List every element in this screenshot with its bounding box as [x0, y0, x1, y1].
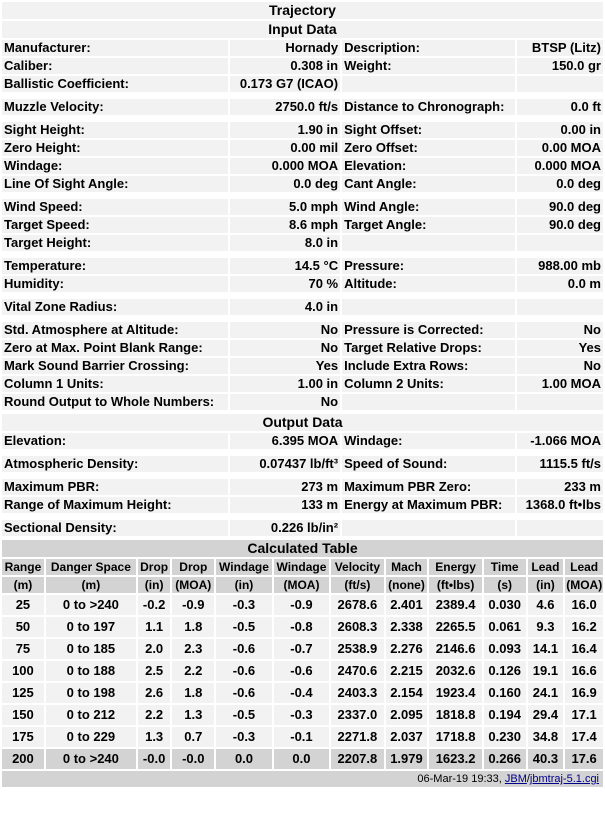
input-label: Elevation:	[342, 158, 515, 174]
input-label: Std. Atmosphere at Altitude:	[2, 322, 228, 338]
input-label: Zero at Max. Point Blank Range:	[2, 340, 228, 356]
table-cell: 2.276	[386, 639, 428, 659]
column-units-row	[2, 577, 603, 593]
input-label	[342, 299, 515, 315]
table-cell: 14.1	[528, 639, 564, 659]
table-cell: 1818.8	[429, 705, 481, 725]
table-cell: 2.6	[138, 683, 170, 703]
input-row	[2, 376, 603, 392]
table-cell: 2265.5	[429, 617, 481, 637]
page-title: Trajectory	[2, 2, 603, 19]
table-cell: -0.4	[274, 683, 329, 703]
input-value: 0.000 MOA	[517, 158, 603, 174]
column-header: Range	[2, 559, 44, 575]
table-cell: 1.8	[172, 683, 214, 703]
output-value: 6.395 MOA	[230, 433, 340, 449]
table-cell: 0 to 212	[46, 705, 136, 725]
input-group-spacer	[2, 194, 603, 197]
table-cell: 40.3	[528, 749, 564, 769]
table-cell: 2.338	[386, 617, 428, 637]
table-cell: 0.0	[216, 749, 271, 769]
input-value: 8.0 in	[230, 235, 340, 251]
input-value: No	[517, 358, 603, 374]
table-cell: 2.037	[386, 727, 428, 747]
table-cell: 4.6	[528, 595, 564, 615]
table-cell: 2389.4	[429, 595, 481, 615]
output-label: Speed of Sound:	[342, 456, 515, 472]
output-row	[2, 479, 603, 495]
table-cell: 0 to >240	[46, 749, 136, 769]
column-header: Velocity	[331, 559, 383, 575]
column-unit: (m)	[46, 577, 136, 593]
output-data-header: Output Data	[2, 414, 603, 431]
input-label: Round Output to Whole Numbers:	[2, 394, 228, 410]
output-group-spacer	[2, 451, 603, 454]
table-cell: 0.7	[172, 727, 214, 747]
input-row	[2, 276, 603, 292]
table-cell: 2271.8	[331, 727, 383, 747]
input-value: 8.6 mph	[230, 217, 340, 233]
input-row	[2, 158, 603, 174]
table-cell: 1.3	[138, 727, 170, 747]
table-cell: 2032.6	[429, 661, 481, 681]
input-value: 0.00 MOA	[517, 140, 603, 156]
table-cell: -0.9	[172, 595, 214, 615]
table-cell: 2337.0	[331, 705, 383, 725]
input-label: Manufacturer:	[2, 40, 228, 56]
table-cell: -0.3	[216, 595, 271, 615]
input-value	[517, 394, 603, 410]
table-cell: -0.6	[216, 683, 271, 703]
input-value: 150.0 gr	[517, 58, 603, 74]
input-value	[517, 235, 603, 251]
table-cell: -0.6	[274, 661, 329, 681]
table-cell: 0.230	[484, 727, 526, 747]
table-cell: -0.6	[216, 661, 271, 681]
column-header: Drop	[172, 559, 214, 575]
column-header: Windage	[274, 559, 329, 575]
input-value: Hornady	[230, 40, 340, 56]
input-row	[2, 235, 603, 251]
table-cell: -0.3	[216, 727, 271, 747]
input-value: Yes	[517, 340, 603, 356]
table-cell: 9.3	[528, 617, 564, 637]
table-cell: 0.194	[484, 705, 526, 725]
output-label: Maximum PBR:	[2, 479, 228, 495]
table-cell: 125	[2, 683, 44, 703]
table-row	[2, 705, 603, 725]
table-cell: 1718.8	[429, 727, 481, 747]
table-cell: 1.8	[172, 617, 214, 637]
table-cell: 2.401	[386, 595, 428, 615]
input-label: Caliber:	[2, 58, 228, 74]
output-label: Windage:	[342, 433, 515, 449]
input-label: Muzzle Velocity:	[2, 99, 228, 115]
input-value: 988.00 mb	[517, 258, 603, 274]
table-cell: 19.1	[528, 661, 564, 681]
input-value: No	[230, 394, 340, 410]
column-header: Lead	[565, 559, 603, 575]
input-row	[2, 140, 603, 156]
input-label: Windage:	[2, 158, 228, 174]
input-value: 0.0 m	[517, 276, 603, 292]
table-cell: 0 to 185	[46, 639, 136, 659]
input-label	[342, 76, 515, 92]
table-cell: 17.1	[565, 705, 603, 725]
input-label: Column 2 Units:	[342, 376, 515, 392]
column-header: Drop	[138, 559, 170, 575]
input-label: Mark Sound Barrier Crossing:	[2, 358, 228, 374]
table-cell: 16.2	[565, 617, 603, 637]
table-row	[2, 617, 603, 637]
input-label: Line Of Sight Angle:	[2, 176, 228, 192]
column-unit: (m)	[2, 577, 44, 593]
table-cell: -0.8	[274, 617, 329, 637]
input-row	[2, 299, 603, 315]
input-row	[2, 176, 603, 192]
input-value: 0.308 in	[230, 58, 340, 74]
input-group-spacer	[2, 294, 603, 297]
input-value: 2750.0 ft/s	[230, 99, 340, 115]
input-row	[2, 122, 603, 138]
table-cell: -0.0	[138, 749, 170, 769]
input-value: 0.173 G7 (ICAO)	[230, 76, 340, 92]
table-cell: 1923.4	[429, 683, 481, 703]
table-cell: 175	[2, 727, 44, 747]
input-label: Pressure:	[342, 258, 515, 274]
input-value: 1.00 in	[230, 376, 340, 392]
input-row	[2, 40, 603, 56]
output-row	[2, 497, 603, 513]
column-header: Windage	[216, 559, 271, 575]
output-label: Atmospheric Density:	[2, 456, 228, 472]
table-cell: 29.4	[528, 705, 564, 725]
input-label: Sight Height:	[2, 122, 228, 138]
output-row	[2, 433, 603, 449]
table-cell: -0.6	[216, 639, 271, 659]
input-label: Target Height:	[2, 235, 228, 251]
table-cell: 0.093	[484, 639, 526, 659]
table-cell: 2.2	[172, 661, 214, 681]
table-cell: 75	[2, 639, 44, 659]
input-label: Target Angle:	[342, 217, 515, 233]
input-value: 0.00 in	[517, 122, 603, 138]
table-cell: 2.5	[138, 661, 170, 681]
input-value: 0.0 ft	[517, 99, 603, 115]
table-cell: 1.3	[172, 705, 214, 725]
column-unit: (MOA)	[274, 577, 329, 593]
table-cell: 0.160	[484, 683, 526, 703]
table-cell: 2207.8	[331, 749, 383, 769]
column-header: Energy	[429, 559, 481, 575]
output-label: Elevation:	[2, 433, 228, 449]
input-group-spacer	[2, 117, 603, 120]
input-label: Target Relative Drops:	[342, 340, 515, 356]
column-unit: (none)	[386, 577, 428, 593]
input-group-spacer	[2, 317, 603, 320]
table-cell: 16.6	[565, 661, 603, 681]
column-unit: (ft•lbs)	[429, 577, 481, 593]
footer	[2, 771, 603, 787]
table-row	[2, 683, 603, 703]
input-label: Include Extra Rows:	[342, 358, 515, 374]
output-value: 0.226 lb/in²	[230, 520, 340, 536]
jbmtraj-link[interactable]: jbmtraj-5.1.cgi	[529, 773, 599, 785]
table-cell: 17.6	[565, 749, 603, 769]
output-table	[0, 412, 605, 538]
input-label: Vital Zone Radius:	[2, 299, 228, 315]
table-cell: 2.095	[386, 705, 428, 725]
footer-separator: /	[526, 773, 530, 785]
input-value: 14.5 °C	[230, 258, 340, 274]
input-value	[517, 299, 603, 315]
column-unit: (MOA)	[172, 577, 214, 593]
table-cell: 150	[2, 705, 44, 725]
output-label: Range of Maximum Height:	[2, 497, 228, 513]
input-label: Altitude:	[342, 276, 515, 292]
input-row	[2, 394, 603, 410]
output-value: 233 m	[517, 479, 603, 495]
table-cell: -0.0	[172, 749, 214, 769]
table-cell: 0 to 198	[46, 683, 136, 703]
input-value: 90.0 deg	[517, 199, 603, 215]
input-value: Yes	[230, 358, 340, 374]
input-value: 1.90 in	[230, 122, 340, 138]
input-label: Cant Angle:	[342, 176, 515, 192]
output-row	[2, 456, 603, 472]
table-cell: 16.0	[565, 595, 603, 615]
output-value: 273 m	[230, 479, 340, 495]
input-value: No	[230, 322, 340, 338]
table-cell: -0.2	[138, 595, 170, 615]
table-cell: 0.030	[484, 595, 526, 615]
input-label: Weight:	[342, 58, 515, 74]
table-cell: 2.215	[386, 661, 428, 681]
output-value: 0.07437 lb/ft³	[230, 456, 340, 472]
output-value: 1368.0 ft•lbs	[517, 497, 603, 513]
table-cell: 17.4	[565, 727, 603, 747]
input-value: 1.00 MOA	[517, 376, 603, 392]
table-cell: -0.5	[216, 617, 271, 637]
output-label: Sectional Density:	[2, 520, 228, 536]
table-cell: 16.4	[565, 639, 603, 659]
output-label	[342, 520, 515, 536]
table-cell: 16.9	[565, 683, 603, 703]
input-row	[2, 358, 603, 374]
table-cell: 2470.6	[331, 661, 383, 681]
input-label: Distance to Chronograph:	[342, 99, 515, 115]
output-label: Energy at Maximum PBR:	[342, 497, 515, 513]
input-group-spacer	[2, 94, 603, 97]
input-label: Wind Angle:	[342, 199, 515, 215]
column-header: Time	[484, 559, 526, 575]
output-value	[517, 520, 603, 536]
column-unit: (in)	[528, 577, 564, 593]
input-row	[2, 99, 603, 115]
table-cell: 1.1	[138, 617, 170, 637]
input-value: 0.000 MOA	[230, 158, 340, 174]
input-value: 5.0 mph	[230, 199, 340, 215]
calculated-table	[0, 538, 605, 771]
input-label: Zero Offset:	[342, 140, 515, 156]
table-cell: -0.3	[274, 705, 329, 725]
input-label: Wind Speed:	[2, 199, 228, 215]
table-cell: 0 to 188	[46, 661, 136, 681]
table-cell: 200	[2, 749, 44, 769]
table-cell: 2.0	[138, 639, 170, 659]
table-cell: -0.1	[274, 727, 329, 747]
input-value	[517, 76, 603, 92]
table-cell: 2608.3	[331, 617, 383, 637]
output-value: -1.066 MOA	[517, 433, 603, 449]
table-cell: -0.5	[216, 705, 271, 725]
jbm-link[interactable]: JBM	[504, 773, 527, 785]
column-unit: (MOA)	[566, 578, 603, 592]
output-row	[2, 520, 603, 536]
table-cell: 100	[2, 661, 44, 681]
input-value: BTSP (Litz)	[517, 40, 603, 56]
table-cell: 1623.2	[429, 749, 481, 769]
input-value: 4.0 in	[230, 299, 340, 315]
table-cell: 2678.6	[331, 595, 383, 615]
table-cell: 2403.3	[331, 683, 383, 703]
column-header-row	[2, 559, 603, 575]
column-unit: (in)	[138, 577, 170, 593]
column-header: Lead	[528, 559, 564, 575]
column-unit: (ft/s)	[331, 577, 383, 593]
table-cell: 25	[2, 595, 44, 615]
table-cell: 1.979	[386, 749, 428, 769]
column-header: Danger Space	[46, 559, 136, 575]
input-value: 70 %	[230, 276, 340, 292]
column-unit: (s)	[484, 577, 526, 593]
input-row	[2, 258, 603, 274]
table-cell: 0.266	[484, 749, 526, 769]
column-unit: (in)	[216, 577, 271, 593]
table-cell: 2538.9	[331, 639, 383, 659]
input-value: 0.0 deg	[517, 176, 603, 192]
input-row	[2, 217, 603, 233]
table-cell: 0 to 229	[46, 727, 136, 747]
table-cell: -0.9	[274, 595, 329, 615]
input-label: Target Speed:	[2, 217, 228, 233]
table-cell: 0 to >240	[46, 595, 136, 615]
output-value: 1115.5 ft/s	[517, 456, 603, 472]
calculated-table-header: Calculated Table	[2, 540, 603, 557]
output-group-spacer	[2, 474, 603, 477]
table-cell: 24.1	[528, 683, 564, 703]
table-row	[2, 749, 603, 769]
output-value: 133 m	[230, 497, 340, 513]
table-cell: -0.7	[274, 639, 329, 659]
table-row	[2, 595, 603, 615]
input-row	[2, 58, 603, 74]
output-group-spacer	[2, 515, 603, 518]
table-cell: 2.3	[172, 639, 214, 659]
input-label: Ballistic Coefficient:	[2, 76, 228, 92]
table-cell: 50	[2, 617, 44, 637]
input-label	[342, 235, 515, 251]
table-cell: 0.0	[274, 749, 329, 769]
input-value: No	[517, 322, 603, 338]
input-label: Temperature:	[2, 258, 228, 274]
table-cell: 2146.6	[429, 639, 481, 659]
input-label: Zero Height:	[2, 140, 228, 156]
table-row	[2, 639, 603, 659]
table-cell: 34.8	[528, 727, 564, 747]
footer-timestamp: 06-Mar-19 19:33,	[417, 773, 502, 785]
input-label: Sight Offset:	[342, 122, 515, 138]
output-label: Maximum PBR Zero:	[342, 479, 515, 495]
input-group-spacer	[2, 253, 603, 256]
input-row	[2, 340, 603, 356]
column-header: Mach	[386, 559, 428, 575]
input-row	[2, 199, 603, 215]
input-row	[2, 76, 603, 92]
input-label: Humidity:	[2, 276, 228, 292]
input-data-header: Input Data	[2, 21, 603, 38]
table-cell: 0.126	[484, 661, 526, 681]
input-value: 90.0 deg	[517, 217, 603, 233]
input-value: 0.00 mil	[230, 140, 340, 156]
table-row	[2, 727, 603, 747]
table-cell: 0.061	[484, 617, 526, 637]
input-row	[2, 322, 603, 338]
input-label	[342, 394, 515, 410]
input-value: 0.0 deg	[230, 176, 340, 192]
input-label: Pressure is Corrected:	[342, 322, 515, 338]
table-cell: 0 to 197	[46, 617, 136, 637]
table-cell: 2.154	[386, 683, 428, 703]
table-row	[2, 661, 603, 681]
input-label: Description:	[342, 40, 515, 56]
table-cell: 2.2	[138, 705, 170, 725]
input-value: No	[230, 340, 340, 356]
input-label: Column 1 Units:	[2, 376, 228, 392]
